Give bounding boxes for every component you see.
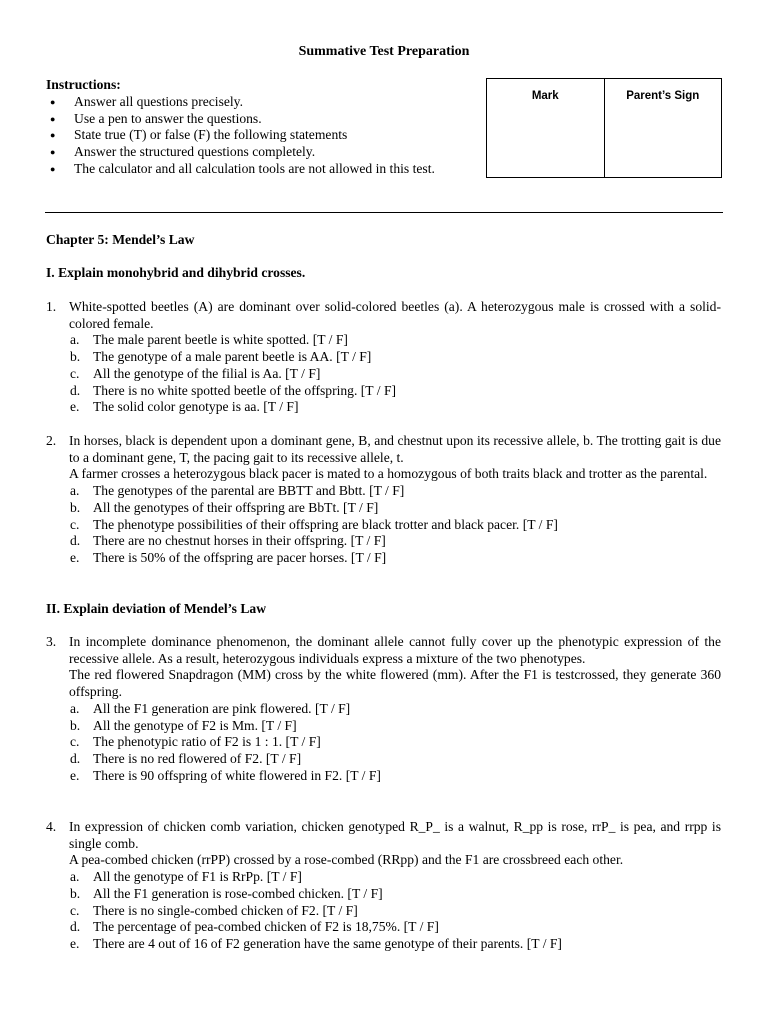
question-number: 3.	[46, 634, 57, 649]
option-text: There is 90 offspring of white flowered in F2. [T / F]	[93, 767, 381, 783]
question-number: 1.	[46, 299, 57, 314]
option-text: The phenotypic ratio of F2 is 1 : 1. [T / F]	[93, 734, 321, 750]
option-text: There are 4 out of 16 of F2 generation have the same genotype of their parents. [T / F]	[93, 935, 562, 951]
question-text: A pea-combed chicken (rrPP) crossed by a rose-combed (RRpp) and the F1 are crossbreed each other.	[69, 852, 624, 868]
option-letter: b.	[70, 717, 81, 733]
option-list	[46, 332, 721, 416]
option-text: There is no red flowered of F2. [T / F]	[93, 750, 302, 766]
option-letter: d.	[70, 533, 81, 549]
option-item	[46, 936, 721, 953]
option-text: The percentage of pea-combed chicken of F2 is 18,75%. [T / F]	[93, 919, 439, 935]
question-number: 4.	[46, 819, 57, 834]
option-text: There is 50% of the offspring are pacer horses. [T / F]	[93, 549, 387, 565]
option-letter: e.	[70, 767, 80, 783]
option-text: All the genotypes of their offspring are BbTt. [T / F]	[93, 499, 379, 515]
instruction-item: ● Answer the structured questions completely.	[46, 144, 474, 161]
option-letter: b.	[70, 885, 81, 901]
parent-sign-cell: Parent’s Sign	[626, 90, 700, 102]
option-item	[46, 399, 721, 416]
instruction-item: ● State true (T) or false (F) the following statements	[46, 127, 474, 144]
option-text: There is no single-combed chicken of F2. [T / F]	[93, 902, 358, 918]
option-item	[46, 903, 721, 920]
option-item	[46, 349, 721, 366]
question-number: 2.	[46, 433, 57, 448]
page-title: Summative Test Preparation	[298, 44, 470, 59]
option-text: The male parent beetle is white spotted. [T / F]	[93, 332, 348, 348]
option-letter: b.	[70, 499, 81, 515]
option-item	[46, 718, 721, 735]
option-letter: d.	[70, 750, 81, 766]
option-text: There is no white spotted beetle of the offspring. [T / F]	[93, 382, 397, 398]
option-letter: d.	[70, 919, 81, 935]
option-text: There are no chestnut horses in their offspring. [T / F]	[93, 533, 386, 549]
instruction-item: ● The calculator and all calculation tools are not allowed in this test.	[46, 161, 474, 178]
question-text: A farmer crosses a heterozygous black pacer is mated to a homozygous of both traits black and trotter as the parental.	[69, 466, 708, 482]
option-item	[46, 768, 721, 785]
option-item	[46, 366, 721, 383]
instructions-list	[46, 94, 474, 178]
question-4	[46, 819, 721, 953]
option-text: All the F1 generation are pink flowered. [T / F]	[93, 700, 351, 716]
section-heading-2: II. Explain deviation of Mendel’s Law	[46, 601, 267, 616]
option-letter: a.	[70, 700, 80, 716]
divider	[45, 212, 723, 213]
question-text: In horses, black is dependent upon a dominant gene, B, and chestnut upon its recessive allele, b. The trotting gait is due to a dominant gene, T, the pacing gait to its recessive allele, t.	[69, 433, 721, 465]
option-item	[46, 533, 721, 550]
instructions-heading: Instructions:	[46, 77, 121, 92]
option-item	[46, 701, 721, 718]
option-item	[46, 383, 721, 400]
question-text: White-spotted beetles (A) are dominant over solid-colored beetles (a). A heterozygous male is crossed with a solid-colored female.	[69, 299, 721, 331]
option-letter: a.	[70, 869, 80, 885]
mark-cell: Mark	[487, 79, 605, 177]
option-item	[46, 886, 721, 903]
option-list	[46, 869, 721, 953]
option-letter: d.	[70, 382, 81, 398]
question-2	[46, 433, 721, 567]
option-list	[46, 701, 721, 785]
option-letter: e.	[70, 399, 80, 415]
mark-signature-table	[486, 78, 722, 178]
option-text: All the genotype of F1 is RrPp. [T / F]	[93, 869, 302, 885]
question-text: In expression of chicken comb variation, chicken genotyped R_P_ is a walnut, R_pp is rose, rrP_ is pea, and rrpp is single comb.	[69, 819, 721, 851]
option-text: All the genotype of the filial is Aa. [T / F]	[93, 365, 321, 381]
option-letter: c.	[70, 734, 80, 750]
section-heading-1: I. Explain monohybrid and dihybrid crosses.	[46, 265, 306, 280]
option-letter: a.	[70, 483, 80, 499]
question-text: In incomplete dominance phenomenon, the dominant allele cannot fully cover up the phenotypic expression of the recessive allele. As a result, heterozygous individuals express a mixture of the two phenotypes.	[69, 634, 721, 666]
option-letter: e.	[70, 549, 80, 565]
option-item	[46, 500, 721, 517]
option-letter: c.	[70, 902, 80, 918]
option-text: All the genotype of F2 is Mm. [T / F]	[93, 717, 297, 733]
option-text: The genotypes of the parental are BBTT and Bbtt. [T / F]	[93, 483, 405, 499]
question-1	[46, 299, 721, 416]
option-letter: a.	[70, 332, 80, 348]
option-item	[46, 550, 721, 567]
instruction-item: ● Use a pen to answer the questions.	[46, 111, 474, 128]
question-text: The red flowered Snapdragon (MM) cross by the white flowered (mm). After the F1 is testcrossed, they generate 360 offspring.	[69, 667, 721, 700]
option-letter: c.	[70, 365, 80, 381]
option-list	[46, 483, 721, 567]
option-item	[46, 751, 721, 768]
option-item	[46, 332, 721, 349]
chapter-heading: Chapter 5: Mendel’s Law	[46, 232, 195, 247]
option-text: The genotype of a male parent beetle is AA. [T / F]	[93, 349, 372, 365]
question-3	[46, 634, 721, 784]
option-item	[46, 734, 721, 751]
option-letter: c.	[70, 516, 80, 532]
option-letter: b.	[70, 349, 81, 365]
option-letter: e.	[70, 935, 80, 951]
option-item	[46, 483, 721, 500]
option-text: The solid color genotype is aa. [T / F]	[93, 399, 299, 415]
instruction-item: ● Answer all questions precisely.	[46, 94, 474, 111]
option-item	[46, 919, 721, 936]
option-item	[46, 869, 721, 886]
option-item	[46, 517, 721, 534]
option-text: All the F1 generation is rose-combed chicken. [T / F]	[93, 885, 383, 901]
option-text: The phenotype possibilities of their offspring are black trotter and black pacer. [T / F]	[93, 516, 558, 532]
